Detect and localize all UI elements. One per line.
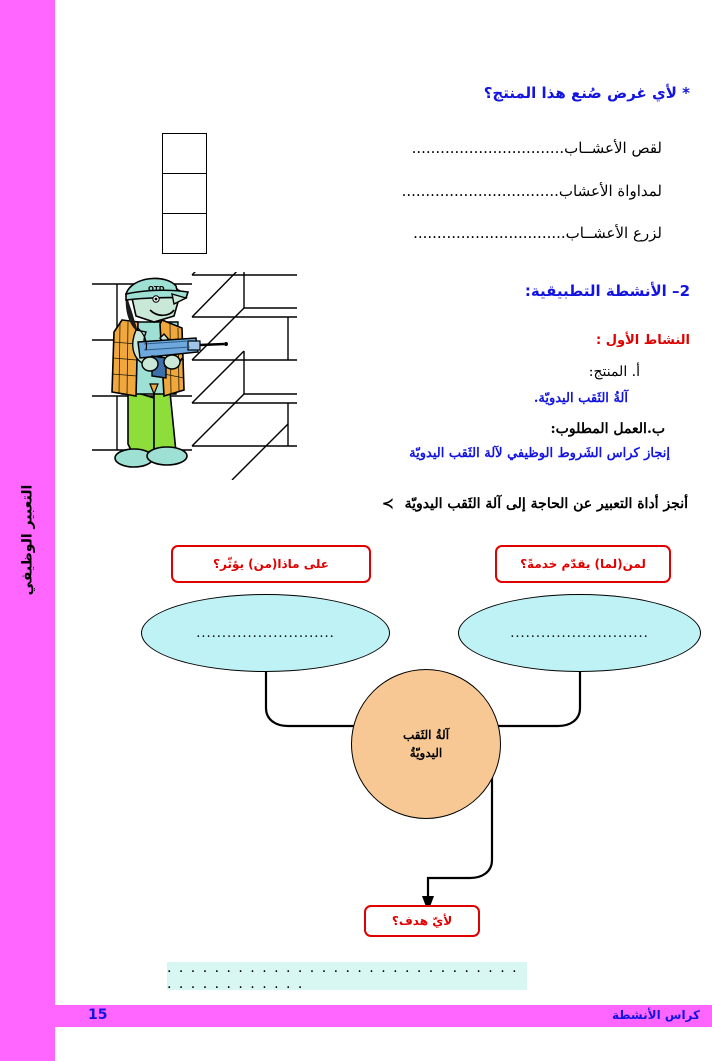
- callout-left: على ماذا(من) يؤثّر؟: [171, 545, 371, 583]
- answer-line-2-dots: .................................: [401, 182, 559, 200]
- checkbox-option-2[interactable]: [163, 174, 206, 214]
- page-title: * لأي غرض صُنع هذا المنتج؟: [483, 84, 690, 102]
- answer-line-3-dots: ................................: [413, 224, 566, 242]
- checkbox-column: [162, 133, 207, 254]
- answer-line-1: [412, 139, 662, 157]
- product-value: آلةُ الثَقب اليدويّة.: [533, 391, 628, 406]
- task-label: ب.العمل المطلوب:: [550, 421, 665, 437]
- instruction-line: [382, 496, 688, 512]
- answer-strip-dots: . . . . . . . . . . . . . . . . . . . . . . . . . . . . . . . . . . . . . . . . . .: [167, 960, 519, 992]
- answer-line-2-text: لمداواة الأعشاب: [558, 182, 662, 200]
- answer-line-3: [413, 224, 662, 242]
- oval-right-dots: ...........................: [510, 625, 649, 641]
- center-node-line-2: اليدويّةُ: [409, 746, 443, 760]
- section-heading: 2– الأنشطة التطبيقية:: [524, 282, 690, 300]
- checkbox-option-3[interactable]: [163, 214, 206, 254]
- oval-left-dots: ...........................: [196, 625, 335, 641]
- footer-title: كراس الأنشطة: [611, 1008, 700, 1022]
- activity-label: النشاط الأول :: [595, 333, 690, 348]
- task-value: إنجاز كراس الشَروط الوظيفي لآلة الثَقب اليدويّة: [409, 446, 670, 461]
- answer-line-1-dots: ................................: [411, 139, 565, 157]
- center-node-line-1: آلةُ الثَقب: [402, 728, 450, 742]
- center-node: [351, 669, 501, 819]
- checkbox-option-1[interactable]: [163, 134, 206, 174]
- callout-right: لمن(لما) يقدّم خدمةً؟: [495, 545, 671, 583]
- instruction-text: أنجز أداة التعبير عن الحاجة إلى آلة الثَقب اليدويّة: [404, 496, 688, 512]
- answer-line-3-text: لزرع الأعشــاب: [565, 224, 662, 242]
- svg-text:OTD: OTD: [148, 285, 165, 293]
- answer-line-2: [402, 182, 662, 200]
- answer-line-1-text: لقص الأعشــاب: [564, 139, 662, 157]
- footer-page-number: 15: [88, 1007, 108, 1023]
- oval-right[interactable]: [458, 594, 701, 672]
- callout-bottom: لأيّ هدف؟: [364, 905, 480, 937]
- sidebar-vertical-label-text: التعبير الوظيفي: [19, 484, 36, 596]
- answer-strip[interactable]: [167, 962, 527, 990]
- arrow-bullet-icon: ≻: [381, 496, 394, 512]
- product-label: أ. المنتج:: [588, 364, 640, 380]
- worker-with-drill-illustration: [92, 272, 297, 480]
- oval-left[interactable]: [141, 594, 390, 672]
